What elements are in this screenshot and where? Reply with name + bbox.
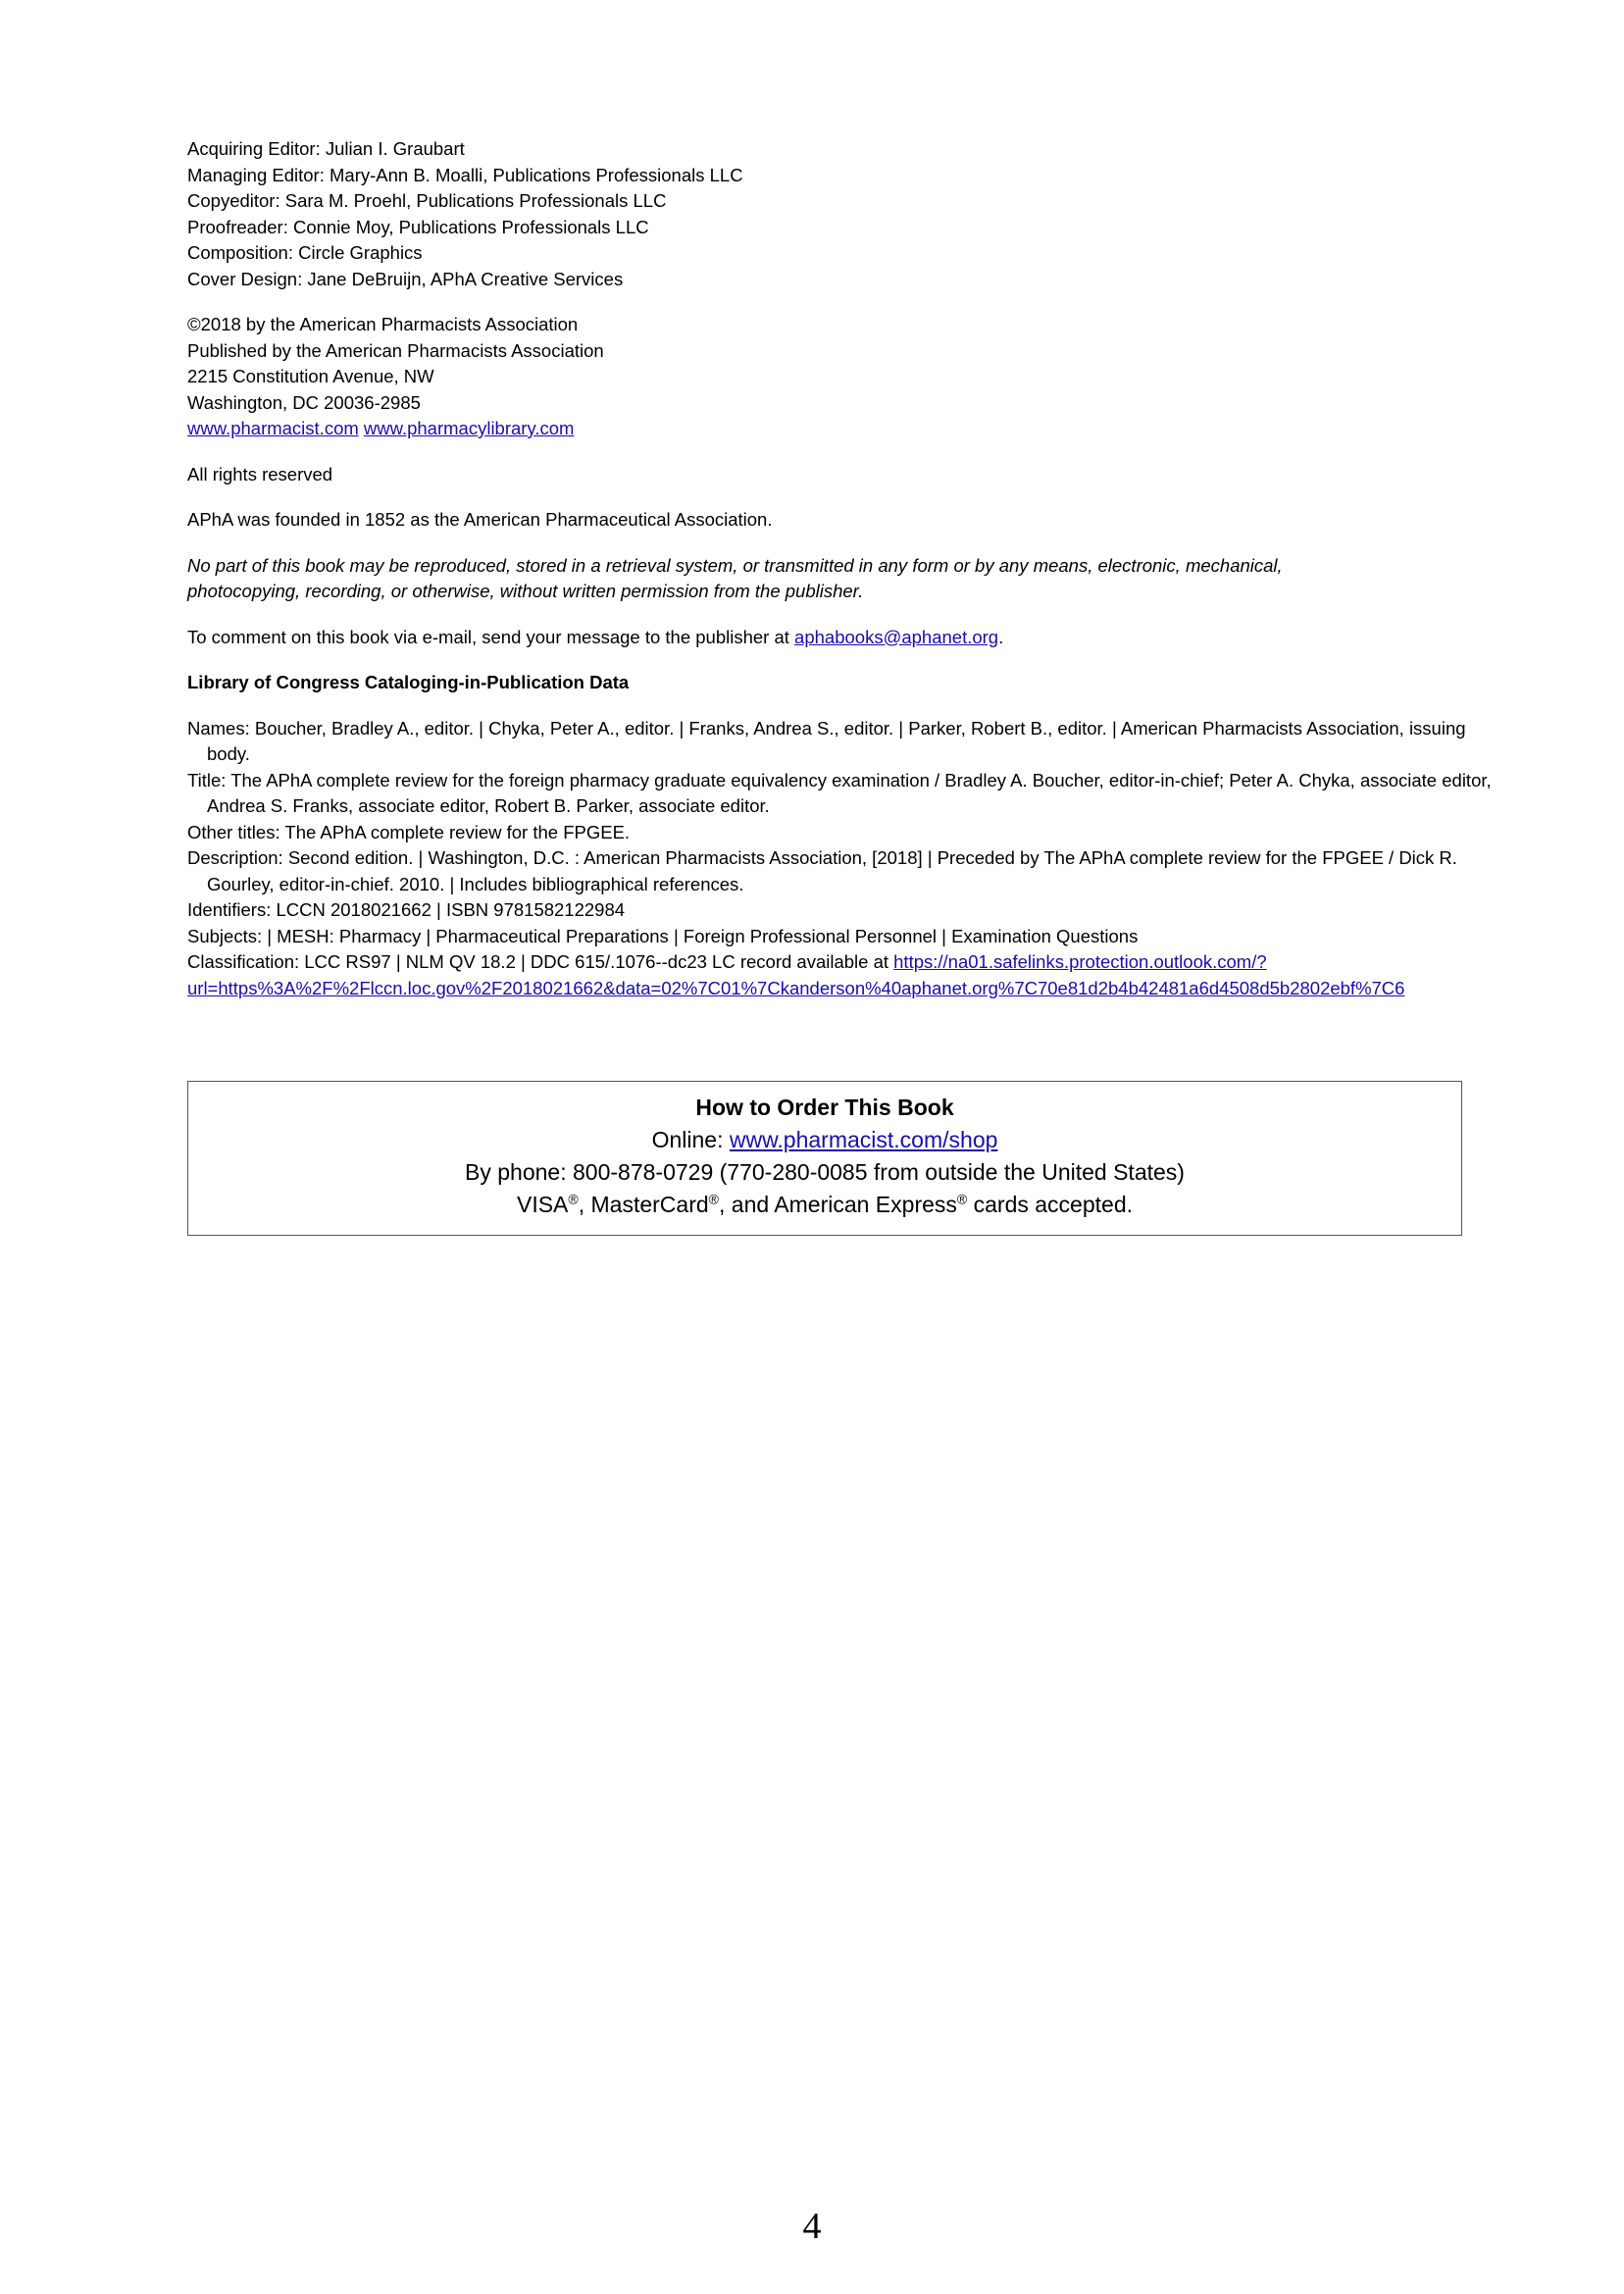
- registered-mark: ®: [956, 1191, 968, 1207]
- shop-link[interactable]: www.pharmacist.com/shop: [729, 1127, 998, 1152]
- reproduction-notice-line-2: photocopying, recording, or otherwise, without written permission from the publisher.: [187, 581, 864, 601]
- cip-classification: [187, 949, 1492, 976]
- email-link[interactable]: aphabooks@aphanet.org: [794, 626, 999, 647]
- page-number: 4: [802, 2206, 822, 2247]
- cip-identifiers: Identifiers: LCCN 2018021662 | ISBN 9781582122984: [187, 899, 626, 920]
- credit-acquiring-editor: Acquiring Editor: Julian I. Graubart: [187, 138, 465, 159]
- cip-classification-url: [187, 976, 1492, 1002]
- credit-managing-editor: Managing Editor: Mary-Ann B. Moalli, Publications Professionals LLC: [187, 164, 743, 185]
- lc-record-link-part-2[interactable]: url=https%3A%2F%2Flccn.loc.gov%2F2018021662&data=02%7C01%7Ckanderson%40aphanet.org%7C70e81d2b4b42481a6d4508d5b2802ebf%7C6: [187, 977, 1405, 998]
- rights-statement: All rights reserved: [187, 463, 333, 484]
- cards-accepted-text: cards accepted.: [967, 1192, 1133, 1217]
- comment-suffix: .: [998, 626, 1004, 647]
- founded-statement: APhA was founded in 1852 as the American Pharmaceutical Association.: [187, 509, 773, 530]
- pharmacist-link[interactable]: www.pharmacist.com: [187, 418, 359, 438]
- order-online: [188, 1124, 1461, 1156]
- cip-description: Description: Second edition. | Washington, D.C. : American Pharmacists Association, [2018] | Preceded by The APhA complete review for the FPGEE / Dick R. Gourley, editor-in-chief. 2010. | Includes bibliographical references.: [187, 847, 1457, 894]
- order-cards: [188, 1189, 1461, 1221]
- card-visa: VISA: [516, 1192, 569, 1217]
- city-address: Washington, DC 20036-2985: [187, 391, 421, 413]
- registered-mark: ®: [708, 1191, 719, 1207]
- order-box-title: How to Order This Book: [695, 1095, 954, 1120]
- publisher-links: [187, 416, 1492, 442]
- cip-names: Names: Boucher, Bradley A., editor. | Chyka, Peter A., editor. | Franks, Andrea S., editor. | Parker, Robert B., editor. | American Pharmacists Association, issuing body.: [187, 717, 1466, 764]
- credit-proofreader: Proofreader: Connie Moy, Publications Professionals LLC: [187, 216, 649, 237]
- card-mastercard: , MasterCard: [578, 1192, 709, 1217]
- credits-list: [187, 136, 1492, 292]
- card-amex: , and American Express: [719, 1192, 957, 1217]
- copyright-line: ©2018 by the American Pharmacists Association: [187, 314, 579, 334]
- copyright-page-content: [187, 136, 1492, 1021]
- cip-subjects: Subjects: | MESH: Pharmacy | Pharmaceutical Preparations | Foreign Professional Personnel | Examination Questions: [187, 925, 1139, 946]
- registered-mark: ®: [568, 1191, 579, 1207]
- credit-copyeditor: Copyeditor: Sara M. Proehl, Publications Professionals LLC: [187, 190, 667, 211]
- comment-prefix: To comment on this book via e-mail, send your message to the publisher at: [187, 626, 795, 647]
- street-address: 2215 Constitution Avenue, NW: [187, 366, 434, 386]
- classification-text: Classification: LCC RS97 | NLM QV 18.2 | DDC 615/.1076--dc23 LC record available at: [187, 951, 894, 972]
- order-online-label: Online:: [651, 1127, 730, 1152]
- cip-data: [187, 716, 1492, 1002]
- pharmacylibrary-link[interactable]: www.pharmacylibrary.com: [363, 418, 575, 438]
- published-by-line: Published by the American Pharmacists Association: [187, 339, 604, 361]
- order-phone: By phone: 800-878-0729 (770-280-0085 from outside the United States): [465, 1159, 1185, 1185]
- credit-cover-design: Cover Design: Jane DeBruijn, APhA Creative Services: [187, 268, 624, 289]
- cip-title: Title: The APhA complete review for the foreign pharmacy graduate equivalency examination / Bradley A. Boucher, editor-in-chief; Peter A. Chyka, associate editor, Andrea S. Franks, associate editor, Robert B. Parker, associate editor.: [187, 769, 1492, 816]
- cip-other-titles: Other titles: The APhA complete review for the FPGEE.: [187, 821, 631, 842]
- reproduction-notice-line-1: No part of this book may be reproduced, stored in a retrieval system, or transmitted in any form or by any means, electronic, mechanical,: [187, 554, 1283, 576]
- order-info-box: [187, 1081, 1462, 1236]
- comment-statement: [187, 625, 1492, 651]
- publisher-info: [187, 312, 1492, 442]
- cip-heading: Library of Congress Cataloging-in-Publication Data: [187, 672, 630, 692]
- lc-record-link-part-1[interactable]: https://na01.safelinks.protection.outlook.com/?: [893, 951, 1267, 972]
- reproduction-notice: [187, 553, 1492, 605]
- credit-composition: Composition: Circle Graphics: [187, 242, 423, 263]
